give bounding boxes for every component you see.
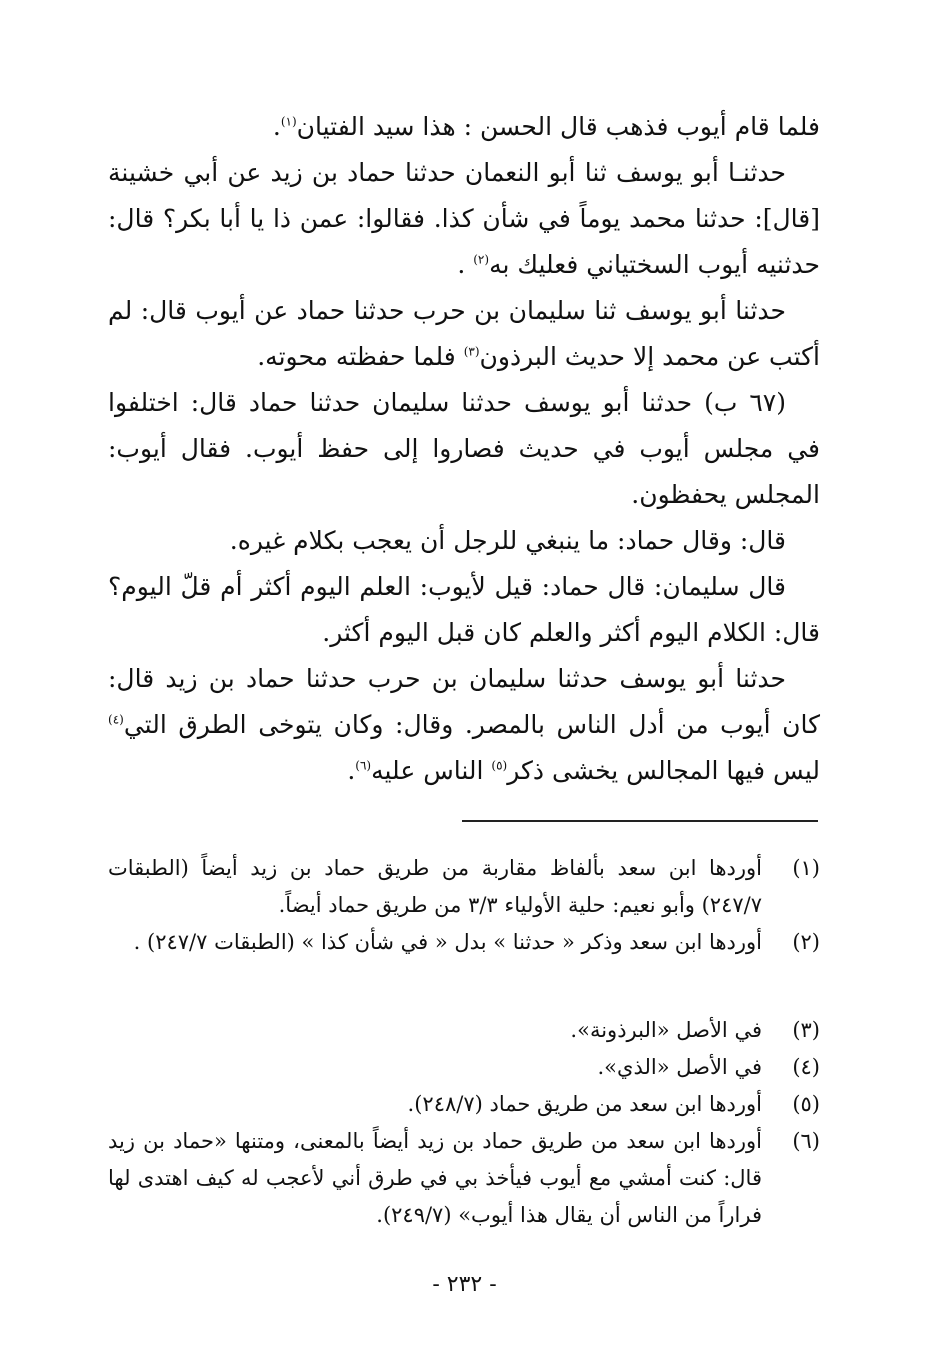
- footnote-text: في الأصل «البرذونة».: [570, 1018, 762, 1042]
- footnote-ref-1: (١): [280, 114, 297, 129]
- paragraph-1-text: فلما قام أيوب فذهب قال الحسن : هذا سيد الفتيان: [296, 112, 820, 141]
- footnotes-upper: [108, 850, 820, 961]
- main-text: [108, 104, 820, 794]
- paragraph-7: [108, 656, 820, 794]
- footnote-number: (١): [792, 856, 820, 880]
- paragraph-7-text-b: ليس فيها المجالس يخشى ذكر: [507, 756, 820, 785]
- paragraph-7-text-a: حدثنا أبو يوسف حدثنا سليمان بن حرب حدثنا حماد بن زيد قال: كان أيوب من أدل الناس بالمصر. وقال: وكان يتوخى الطرق التي: [108, 664, 820, 739]
- footnote-number: (٤): [792, 1055, 820, 1079]
- page-number: - ٢٣٢ -: [432, 1272, 497, 1297]
- footnote-text: أوردها ابن سعد من طريق حماد بن زيد أيضاً بالمعنى، ومتنها «حماد بن زيد قال: كنت أمشي مع أيوب فيأخذ بي في طرق أني لأعجب له كيف اهتدى لها فراراً من الناس أن يقال هذا أيوب» (٢٤٩/٧).: [108, 1129, 762, 1227]
- paragraph-3-text: حدثنا أبو يوسف ثنا سليمان بن حرب حدثنا حماد عن أيوب قال: لم أكتب عن محمد إلا حديث البرذون: [108, 296, 820, 371]
- footnote-text: أوردها ابن سعد بألفاظ مقاربة من طريق حماد بن زيد أيضاً (الطبقات ٢٤٧/٧) وأبو نعيم: حلية الأولياء ٣/٣ من طريق حماد أيضاً.: [108, 856, 762, 917]
- paragraph-2-text: حدثنـا أبو يوسف ثنا أبو النعمان حدثنا حماد بن زيد عن أبي خشينة [قال]: حدثنا محمد يوماً في شأن كذا. فقالوا: عمن ذا يا أبا بكر؟ قال: حدثنيه أيوب السختياني فعليك به: [108, 158, 820, 279]
- footnote-4: [108, 1049, 820, 1086]
- footnote-separator: [462, 820, 818, 822]
- footnote-text: أوردها ابن سعد وذكر « حدثنا » بدل « في شأن كذا » (الطبقات ٢٤٧/٧) .: [133, 930, 762, 954]
- footnote-1: [108, 850, 820, 924]
- paragraph-5: قال: وقال حماد: ما ينبغي للرجل أن يعجب بكلام غيره.: [229, 526, 786, 555]
- footnote-2: [108, 924, 820, 961]
- paragraph-7-text-c: الناس عليه: [371, 756, 492, 785]
- paragraph-3-end: فلما حفظته محوته.: [257, 342, 464, 371]
- footnote-3: [108, 1012, 820, 1049]
- footnote-number: (٢): [792, 930, 820, 954]
- footnote-number: (٦): [792, 1129, 820, 1153]
- footnotes-lower: [108, 1012, 820, 1234]
- footnote-number: (٣): [792, 1018, 820, 1042]
- paragraph-1: [108, 104, 820, 150]
- paragraph-2-end: .: [457, 250, 474, 279]
- footnote-ref-2: (٢): [473, 252, 490, 267]
- footnote-5: [108, 1086, 820, 1123]
- footnote-ref-3: (٣): [463, 344, 480, 359]
- footnote-ref-6: (٦): [355, 758, 372, 773]
- footnote-number: (٥): [792, 1092, 820, 1116]
- footnote-ref-5: (٥): [491, 758, 508, 773]
- footnote-ref-4: (٤): [108, 712, 124, 727]
- paragraph-4: (٦٧ ب) حدثنا أبو يوسف حدثنا سليمان حدثنا حماد قال: اختلفوا في مجلس أيوب في حديث فصاروا إلى حفظ أيوب. فقال أيوب: المجلس يحفظون.: [108, 388, 820, 509]
- paragraph-2: [108, 150, 820, 288]
- paragraph-1-end: .: [272, 112, 281, 141]
- paragraph-6: قال سليمان: قال حماد: قيل لأيوب: العلم اليوم أكثر أم قلّ اليوم؟ قال: الكلام اليوم أكثر والعلم كان قبل اليوم أكثر.: [108, 572, 820, 647]
- footnote-text: أوردها ابن سعد من طريق حماد (٢٤٨/٧).: [407, 1092, 762, 1116]
- paragraph-3: [108, 288, 820, 380]
- footnote-text: في الأصل «الذي».: [597, 1055, 762, 1079]
- paragraph-7-end: .: [347, 756, 356, 785]
- footnote-6: [108, 1123, 820, 1234]
